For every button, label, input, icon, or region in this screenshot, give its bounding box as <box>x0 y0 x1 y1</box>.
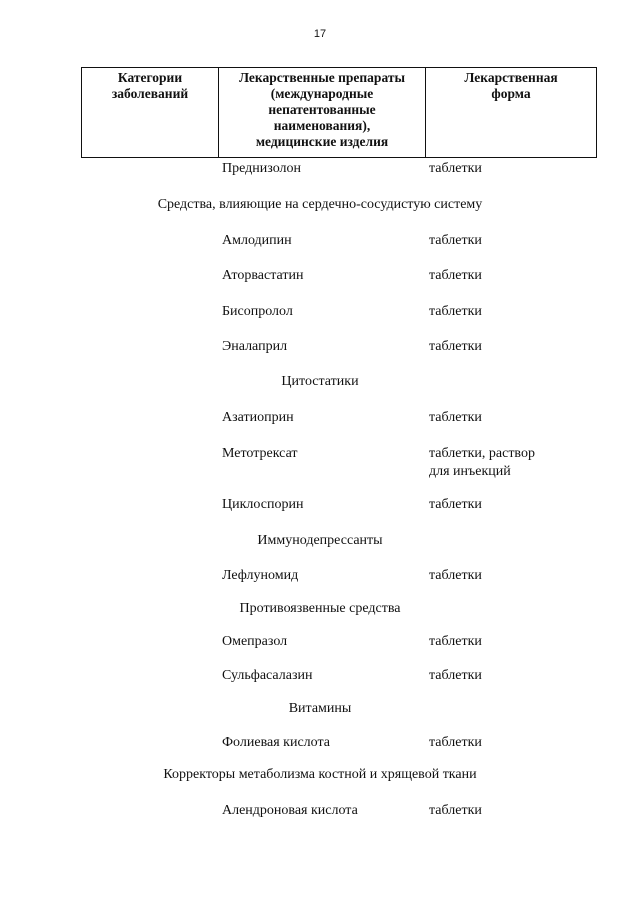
drug-row <box>0 496 640 516</box>
drug-form: таблетки <box>429 634 482 649</box>
drug-row <box>0 633 640 653</box>
header-drugs <box>219 68 426 158</box>
drug-name: Алендроновая кислота <box>222 803 358 818</box>
drug-row <box>0 303 640 323</box>
drug-row <box>0 338 640 358</box>
drug-name: Метотрексат <box>222 446 298 461</box>
drug-row <box>0 232 640 252</box>
section-heading: Средства, влияющие на сердечно-сосудистую систему <box>157 197 483 212</box>
drug-row <box>0 567 640 587</box>
header-form-label: Лекарственная форма <box>464 70 558 101</box>
drug-name: Циклоспорин <box>222 497 304 512</box>
table-header <box>81 67 597 158</box>
header-category <box>82 68 219 158</box>
drug-form: таблетки <box>429 339 482 354</box>
drug-form: таблетки <box>429 568 482 583</box>
drug-name: Фолиевая кислота <box>222 735 330 750</box>
drug-name: Сульфасалазин <box>222 668 313 683</box>
drug-name: Амлодипин <box>222 233 292 248</box>
section-heading: Противоязвенные средства <box>239 601 401 616</box>
drug-row <box>0 445 640 479</box>
section-heading: Корректоры метаболизма костной и хрящевой ткани <box>163 767 477 782</box>
drug-row <box>0 667 640 687</box>
drug-row <box>0 409 640 429</box>
drug-form: таблетки, раствор для инъекций <box>429 446 535 479</box>
drug-form: таблетки <box>429 410 482 425</box>
drug-form: таблетки <box>429 497 482 512</box>
drug-form: таблетки <box>429 233 482 248</box>
drug-name: Азатиоприн <box>222 410 294 425</box>
section-heading: Витамины <box>288 701 352 716</box>
drug-name: Бисопролол <box>222 304 293 319</box>
drug-name: Эналаприл <box>222 339 288 354</box>
section-heading: Цитостатики <box>281 374 359 389</box>
drug-name: Аторвастатин <box>222 268 304 283</box>
drug-row <box>0 267 640 287</box>
drug-row <box>0 160 640 180</box>
drug-row <box>0 802 640 822</box>
header-category-label: Категории заболеваний <box>111 70 189 101</box>
drug-name: Омепразол <box>222 634 288 649</box>
drug-form: таблетки <box>429 161 482 176</box>
page-number: 17 <box>313 28 327 40</box>
header-drugs-label: Лекарственные препараты (международные непатентованные наименования), медицинские изделия <box>238 70 406 149</box>
drug-form: таблетки <box>429 268 482 283</box>
drug-form: таблетки <box>429 803 482 818</box>
drug-form: таблетки <box>429 304 482 319</box>
drug-name: Лефлуномид <box>222 568 299 583</box>
drug-form: таблетки <box>429 668 482 683</box>
header-form <box>426 68 597 158</box>
drug-form: таблетки <box>429 735 482 750</box>
drug-name: Преднизолон <box>222 161 301 176</box>
drug-row <box>0 734 640 754</box>
section-heading: Иммунодепрессанты <box>257 533 383 548</box>
